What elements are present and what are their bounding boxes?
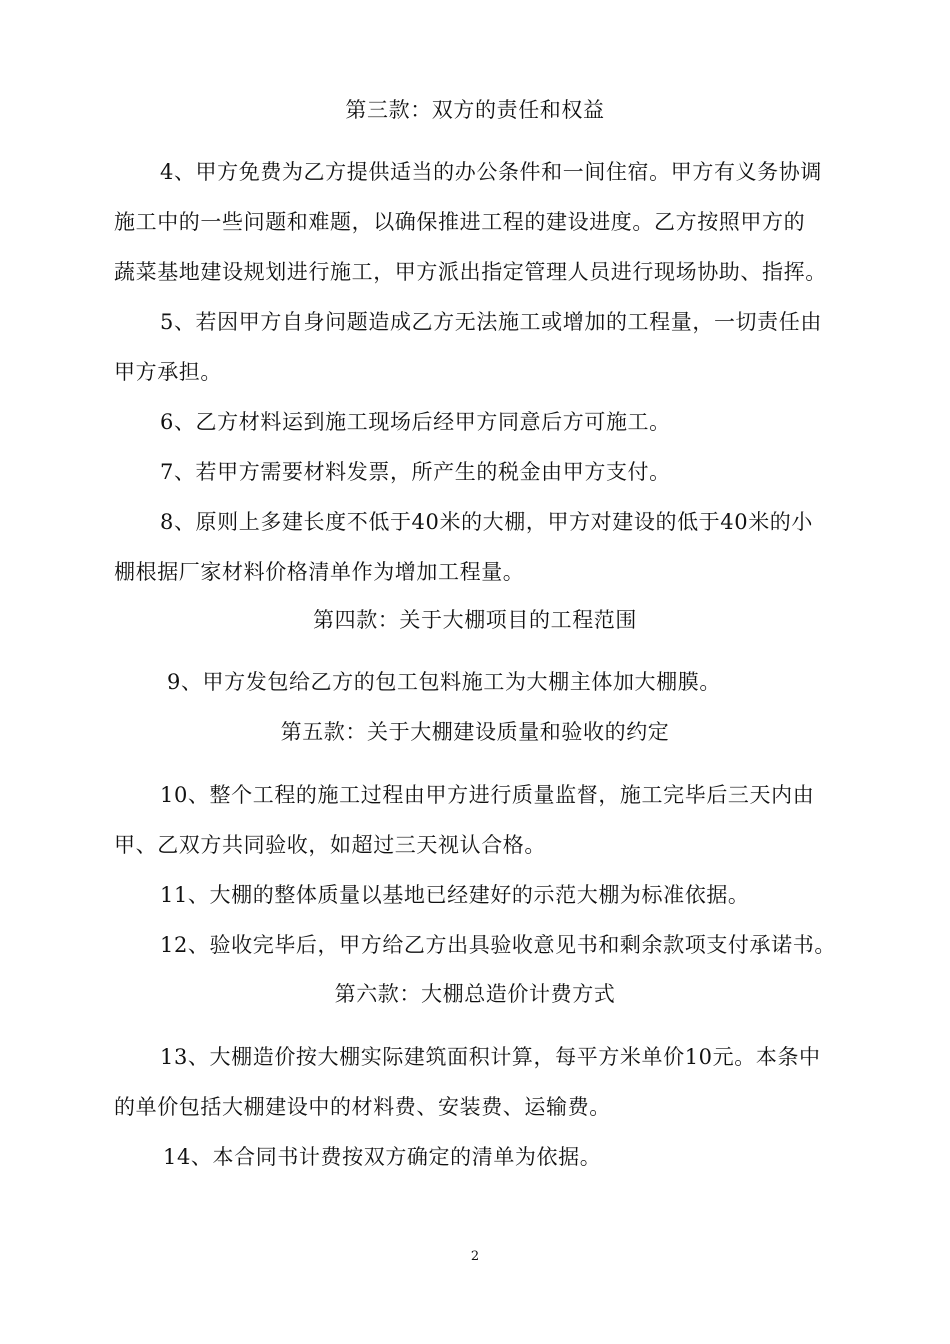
paragraph-14: 14、本合同书计费按双方确定的清单为依据。 bbox=[163, 1145, 602, 1169]
paragraph-5-line-2: 甲方承担。 bbox=[114, 360, 222, 384]
paragraph-10-line-1: 10、整个工程的施工过程由甲方进行质量监督，施工完毕后三天内由 bbox=[160, 783, 815, 807]
section-heading-5: 第五款：关于大棚建设质量和验收的约定 bbox=[280, 720, 670, 744]
paragraph-12: 12、验收完毕后，甲方给乙方出具验收意见书和剩余款项支付承诺书。 bbox=[160, 933, 836, 957]
section-heading-6: 第六款：大棚总造价计费方式 bbox=[334, 982, 616, 1006]
paragraph-8-line-2: 棚根据厂家材料价格清单作为增加工程量。 bbox=[114, 560, 525, 584]
paragraph-13-line-1: 13、大棚造价按大棚实际建筑面积计算，每平方米单价10元。本条中 bbox=[160, 1045, 821, 1069]
paragraph-10-line-2: 甲、乙双方共同验收，如超过三天视认合格。 bbox=[114, 833, 546, 857]
paragraph-4-line-1: 4、甲方免费为乙方提供适当的办公条件和一间住宿。甲方有义务协调 bbox=[160, 160, 822, 184]
section-heading-4: 第四款：关于大棚项目的工程范围 bbox=[313, 608, 637, 632]
paragraph-8-line-1: 8、原则上多建长度不低于40米的大棚，甲方对建设的低于40米的小 bbox=[160, 510, 814, 534]
paragraph-7: 7、若甲方需要材料发票，所产生的税金由甲方支付。 bbox=[160, 460, 671, 484]
paragraph-11: 11、大棚的整体质量以基地已经建好的示范大棚为标准依据。 bbox=[160, 883, 750, 907]
paragraph-13-line-2: 的单价包括大棚建设中的材料费、安装费、运输费。 bbox=[114, 1095, 611, 1119]
section-heading-3: 第三款：双方的责任和权益 bbox=[345, 98, 605, 122]
paragraph-5-line-1: 5、若因甲方自身问题造成乙方无法施工或增加的工程量，一切责任由 bbox=[160, 310, 822, 334]
paragraph-4-line-3: 蔬菜基地建设规划进行施工，甲方派出指定管理人员进行现场协助、指挥。 bbox=[114, 260, 827, 284]
paragraph-4-line-2: 施工中的一些问题和难题，以确保推进工程的建设进度。乙方按照甲方的 bbox=[114, 210, 806, 234]
page-number: 2 bbox=[470, 1249, 480, 1264]
paragraph-9: 9、甲方发包给乙方的包工包料施工为大棚主体加大棚膜。 bbox=[167, 670, 721, 694]
paragraph-6: 6、乙方材料运到施工现场后经甲方同意后方可施工。 bbox=[160, 410, 671, 434]
